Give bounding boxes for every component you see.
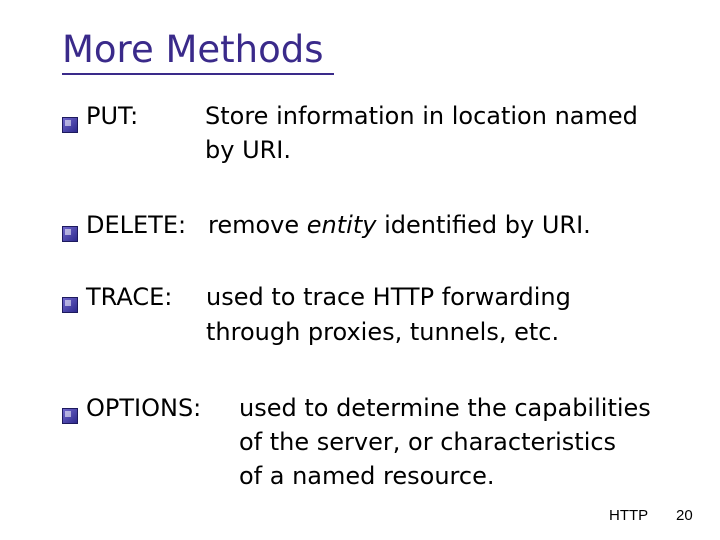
desc-emphasis: entity bbox=[306, 211, 377, 239]
method-desc-options-line3: of a named resource. bbox=[239, 462, 495, 490]
method-term-delete: DELETE: bbox=[86, 211, 187, 239]
method-term-options: OPTIONS: bbox=[86, 394, 202, 422]
desc-text: identified by URI. bbox=[376, 211, 591, 239]
bullet-square-icon bbox=[62, 408, 78, 424]
bullet-square-icon bbox=[62, 297, 78, 313]
page-number: 20 bbox=[676, 507, 693, 524]
method-term-trace: TRACE: bbox=[86, 283, 173, 311]
method-desc-put-line2: by URI. bbox=[205, 136, 292, 164]
method-desc-options-line1: used to determine the capabilities bbox=[239, 394, 651, 422]
page-title: More Methods bbox=[62, 28, 324, 71]
footer-label: HTTP bbox=[609, 507, 649, 524]
bullet-square-icon bbox=[62, 117, 78, 133]
method-desc-options-line2: of the server, or characteristics bbox=[239, 428, 617, 456]
method-desc-put-line1: Store information in location named bbox=[205, 102, 638, 130]
method-desc-trace-line2: through proxies, tunnels, etc. bbox=[206, 318, 560, 346]
desc-text: remove bbox=[208, 211, 307, 239]
method-desc-trace-line1: used to trace HTTP forwarding bbox=[206, 283, 571, 311]
method-desc-delete bbox=[208, 209, 591, 242]
title-underline bbox=[62, 73, 334, 75]
bullet-square-icon bbox=[62, 226, 78, 242]
method-term-put: PUT: bbox=[86, 102, 139, 130]
